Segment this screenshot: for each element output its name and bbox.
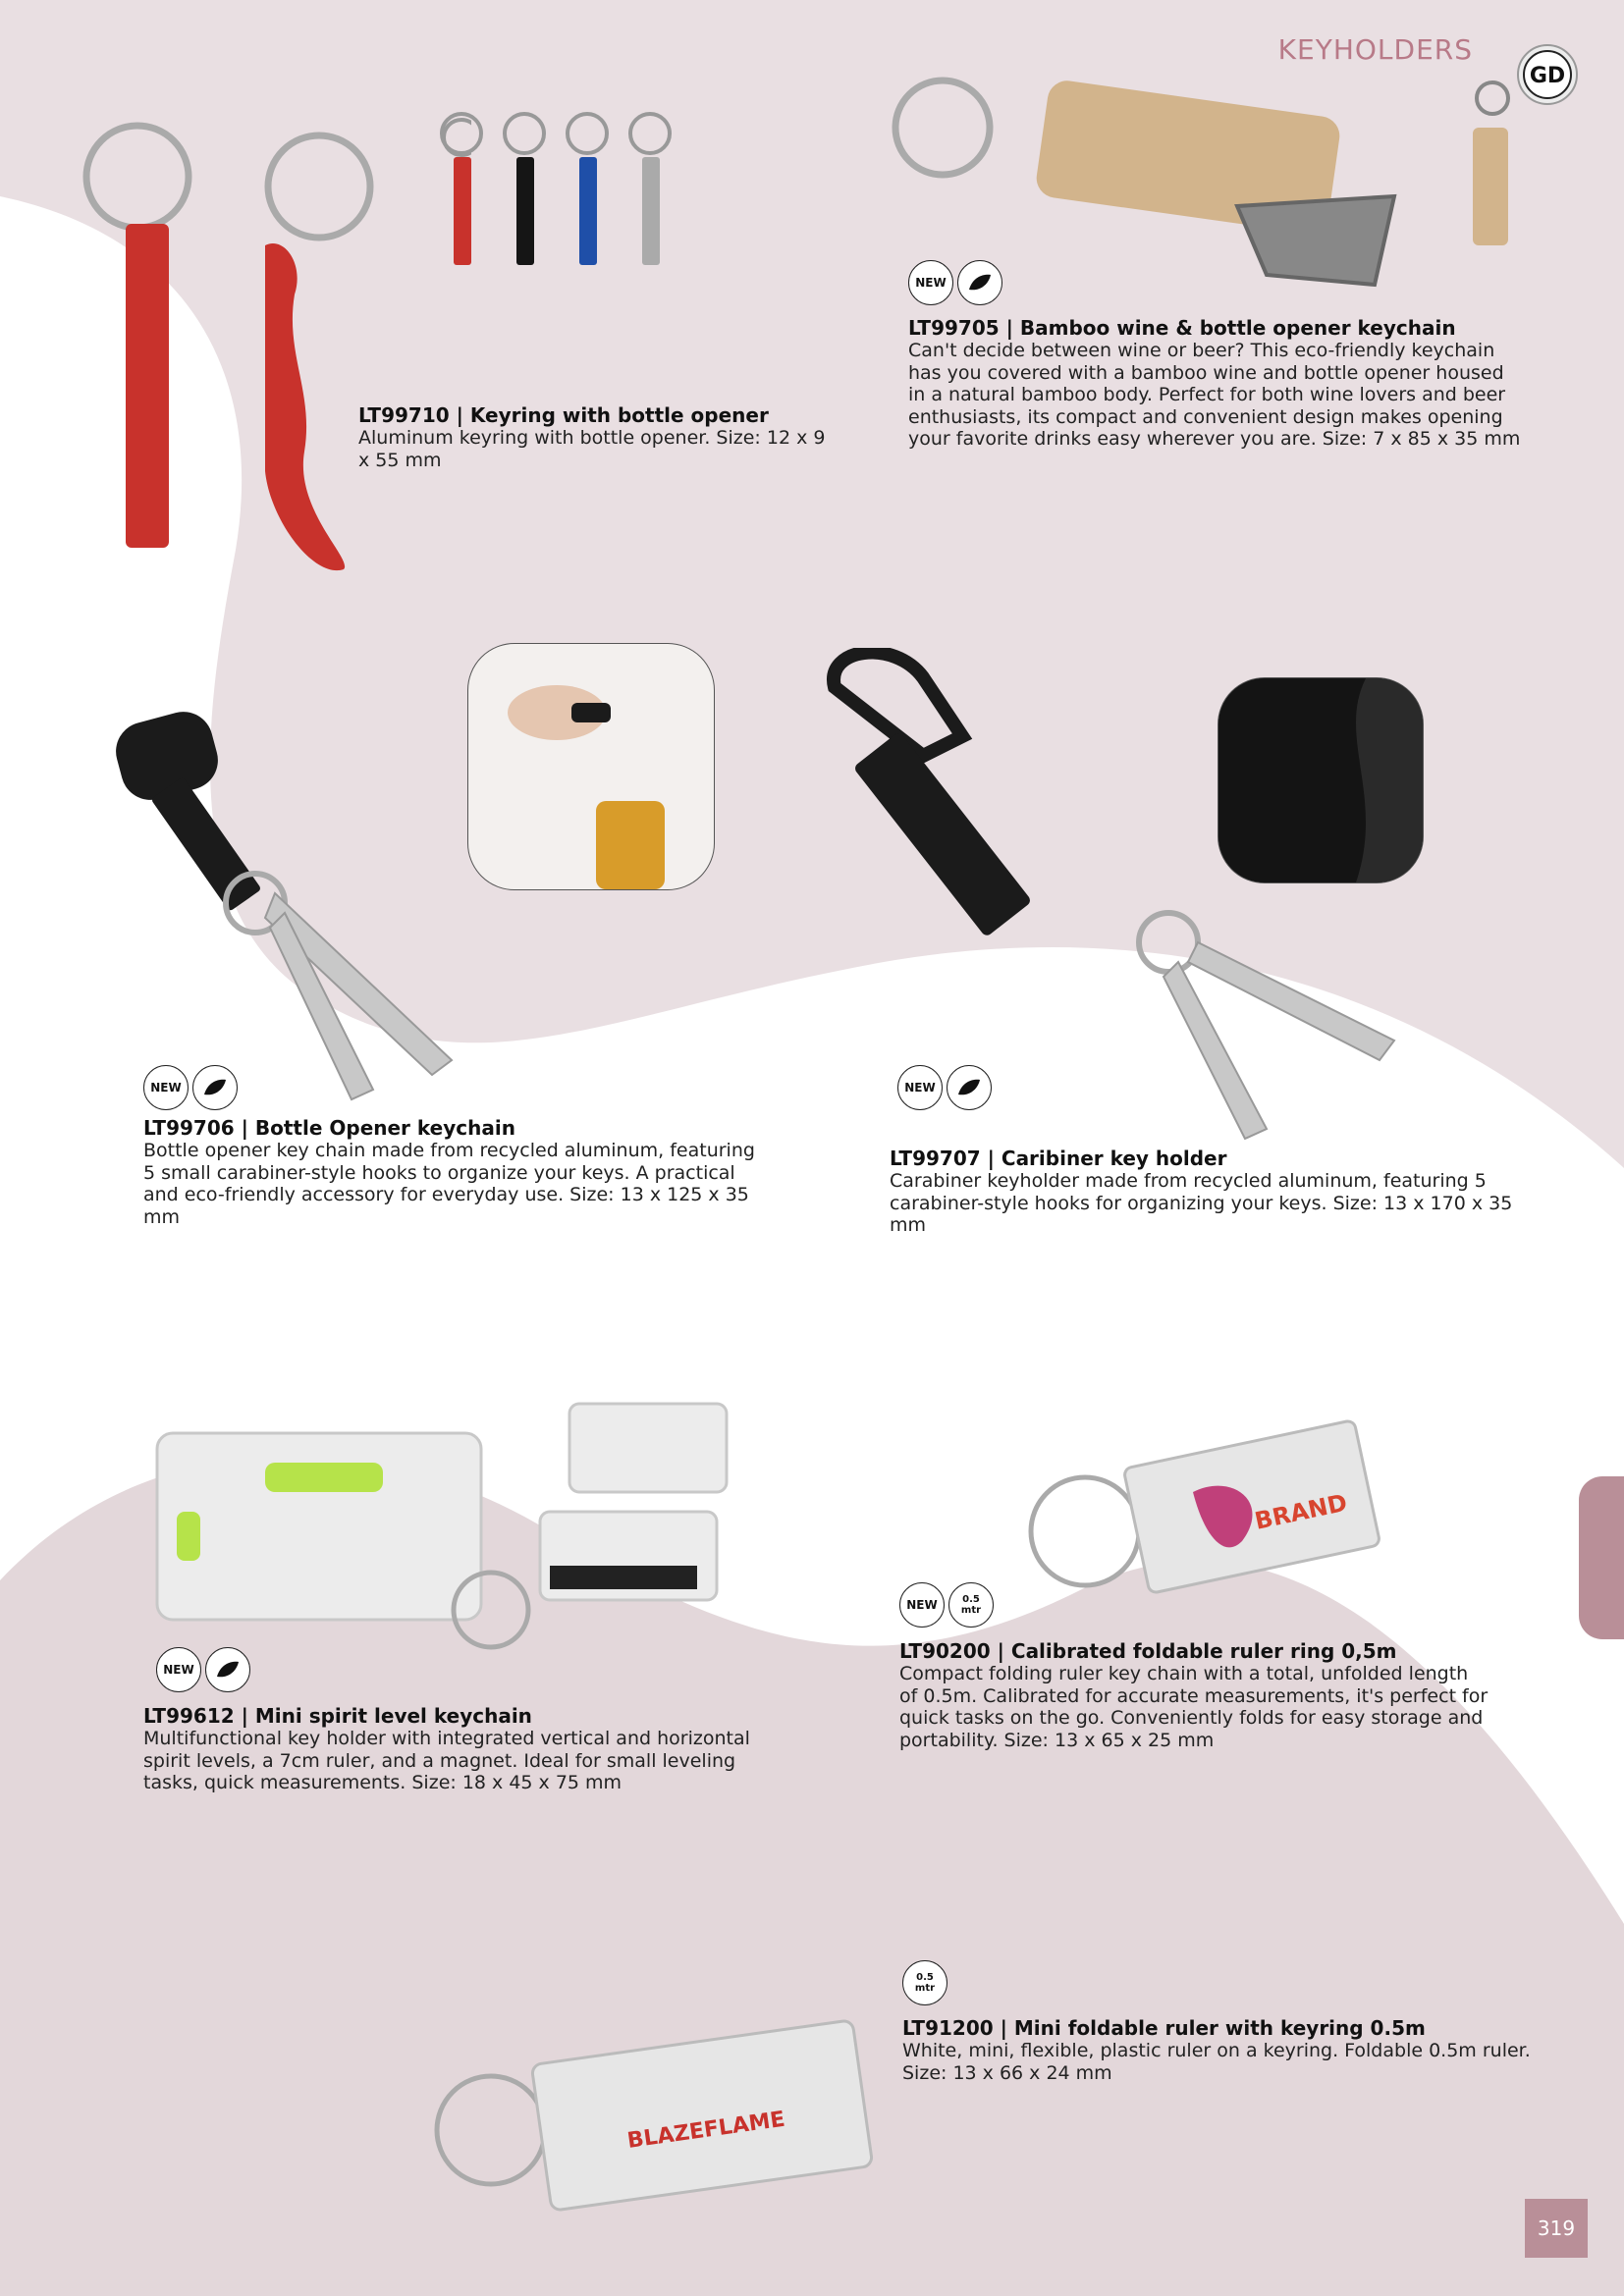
badge-group (156, 1647, 250, 1692)
product-description: Compact folding ruler key chain with a total, unfolded length of 0.5m. Calibrated for accurate measurements, it's perfect for quick tasks on the go. Conveniently folds for easy storage and portability. Size: 13 x 65 x 25 mm (899, 1663, 1489, 1751)
section-side-tab (1579, 1476, 1624, 1639)
product-description: Multifunctional key holder with integrated vertical and horizontal spirit levels, a 7cm ruler, and a magnet. Ideal for small leveling tasks, quick measurements. Size: 18 x 45 x 75 mm (143, 1728, 750, 1793)
leaf-icon (947, 1065, 992, 1110)
new-badge: NEW (156, 1647, 201, 1692)
measure-badge: 0.5 mtr (948, 1582, 994, 1628)
leaf-icon (192, 1065, 238, 1110)
product-block-lt99705 (908, 316, 1576, 451)
product-title: LT99612 | Mini spirit level keychain (143, 1704, 532, 1728)
product-title: LT99705 | Bamboo wine & bottle opener keychain (908, 316, 1456, 340)
foldable-ruler-ring-image (1016, 1414, 1389, 1610)
badge-group (908, 260, 1002, 305)
new-badge: NEW (908, 260, 953, 305)
product-title: LT99710 | Keyring with bottle opener (358, 403, 769, 427)
product-description: Can't decide between wine or beer? This eco-friendly keychain has you covered with a bamboo wine and bottle opener housed in a natural bamboo body. Perfect for both wine lovers and beer enthusiasts, its compact and convenient design makes opening your favorite drinks easy wherever you are. Size: 7 x 85 x 35 mm (908, 340, 1521, 450)
badge-group (902, 1960, 947, 2005)
keyring-color-variants-image (432, 108, 687, 275)
bottle-opening-inset-image (467, 643, 715, 890)
spirit-level-keychain-image (147, 1394, 746, 1688)
mini-ruler-keyring-image (422, 2002, 893, 2238)
product-description: Aluminum keyring with bottle opener. Size: 12 x 9 x 55 mm (358, 427, 826, 471)
leaf-icon (205, 1647, 250, 1692)
product-title: LT90200 | Calibrated foldable ruler ring 0,5m (899, 1639, 1397, 1663)
product-title: LT99706 | Bottle Opener keychain (143, 1116, 515, 1140)
product-block-lt99706 (143, 1116, 772, 1228)
badge-group (899, 1582, 994, 1628)
new-badge: NEW (897, 1065, 943, 1110)
product-description: White, mini, flexible, plastic ruler on a keyring. Foldable 0.5m ruler. Size: 13 x 66 x 24 mm (902, 2040, 1531, 2084)
product-block-lt99710 (358, 403, 849, 471)
measure-badge: 0.5 mtr (902, 1960, 947, 2005)
badge-group (897, 1065, 992, 1110)
product-title: LT99707 | Caribiner key holder (890, 1147, 1227, 1170)
printed-brand-logo: BRAND (1252, 1488, 1350, 1535)
svg-text:GD: GD (1529, 64, 1566, 88)
product-block-lt90200 (899, 1639, 1528, 1751)
product-block-lt99707 (890, 1147, 1518, 1237)
page-number: 319 (1525, 2199, 1588, 2258)
bottle-opener-keyring-image (59, 98, 471, 589)
new-badge: NEW (143, 1065, 189, 1110)
printed-brand-logo: BLAZEFLAME (625, 2107, 787, 2154)
product-title: LT91200 | Mini foldable ruler with keyring 0.5m (902, 2016, 1426, 2040)
product-description: Carabiner keyholder made from recycled aluminum, featuring 5 carabiner-style hooks for organizing your keys. Size: 13 x 170 x 35 mm (890, 1170, 1513, 1236)
product-block-lt91200 (902, 2016, 1570, 2084)
product-description: Bottle opener key chain made from recycled aluminum, featuring 5 small carabiner-style hooks to organize your keys. A practical and eco-friendly accessory for everyday use. Size: 13 x 125 x 35 mm (143, 1140, 755, 1228)
new-badge: NEW (899, 1582, 945, 1628)
carabiner-bag-inset-image (1218, 677, 1424, 883)
leaf-icon (957, 260, 1002, 305)
section-title: KEYHOLDERS (1277, 33, 1473, 66)
product-block-lt99612 (143, 1704, 772, 1794)
badge-group (143, 1065, 238, 1110)
